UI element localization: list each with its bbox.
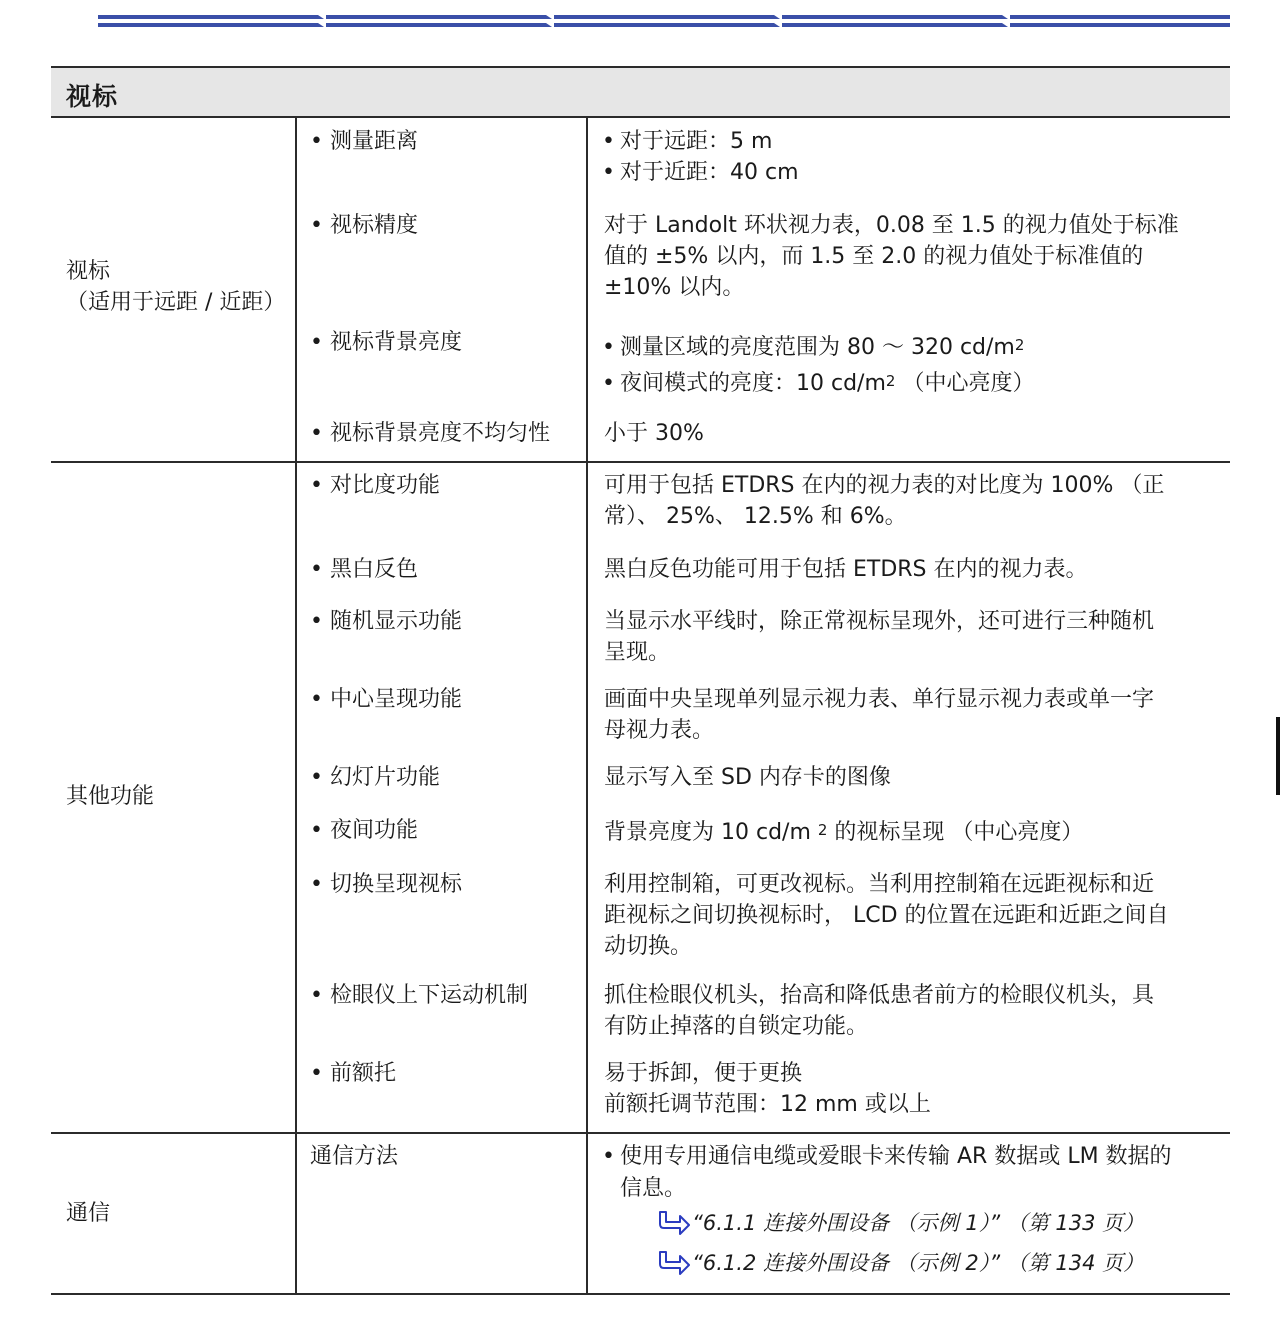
desc-random-display: 当显示水平线时，除正常视标呈现外，还可进行三种随机 呈现。 [604, 609, 1155, 665]
desc-invert: 黑白反色功能可用于包括 ETDRS 在内的视力表。 [604, 557, 1088, 582]
category-label: 其他功能 [66, 784, 155, 809]
table-bottom-border [51, 1293, 1230, 1295]
column-divider [295, 118, 297, 1295]
section-title-bar [51, 66, 1230, 118]
feature-slideshow: • 幻灯片功能 [310, 762, 440, 793]
feature-switch-chart: • 切换呈现视标 [310, 869, 462, 900]
feature-background-brightness: • 视标背景亮度 [310, 327, 462, 358]
desc-slideshow: 显示写入至 SD 内存卡的图像 [604, 765, 891, 790]
header-decorative-band [98, 14, 1230, 30]
desc-night: 背景亮度为 10 cd/m $^2$ 的视标呈现 （中心亮度） [604, 820, 1084, 845]
feature-communication: 通信方法 [310, 1144, 399, 1169]
column-divider [586, 118, 588, 1295]
feature-center-presentation: • 中心呈现功能 [310, 684, 462, 715]
row-divider [51, 1132, 1230, 1134]
desc-chart-accuracy: 对于 Landolt 环状视力表，0.08 至 1.5 的视力值处于标准 值的 ±5% 以内，而 1.5 至 2.0 的视力值处于标准值的 ±10% 以内。 [604, 213, 1179, 300]
feature-contrast: • 对比度功能 [310, 470, 440, 501]
feature-ophthalmoscope-lift: • 检眼仪上下运动机制 [310, 980, 528, 1011]
desc-communication: • 使用专用通信电缆或爱眼卡来传输 AR 数据或 LM 数据的 信息。 [602, 1144, 1172, 1201]
feature-measure-distance: • 测量距离 [310, 126, 418, 157]
reference-text[interactable]: “6.1.1 连接外围设备 （示例 1）” （第 133 页） [692, 1211, 1145, 1235]
desc-switch-chart: 利用控制箱，可更改视标。当利用控制箱在远距视标和近 距视标之间切换视标时， LCD 的位置在远距和近距之间自 动切换。 [604, 872, 1169, 959]
feature-brightness-uniformity: • 视标背景亮度不均匀性 [310, 418, 550, 449]
category-label: 视标 （适用于远距 / 近距） [66, 259, 286, 315]
reference-arrow-icon [656, 1250, 690, 1276]
desc-contrast: 可用于包括 ETDRS 在内的视力表的对比度为 100% （正 常）、 25%、 12.5% 和 6%。 [604, 473, 1165, 529]
row-divider [51, 461, 1230, 463]
reference-link-1[interactable] [656, 1208, 1144, 1238]
desc-brightness-uniformity: 小于 30% [604, 421, 704, 446]
category-label: 通信 [66, 1201, 111, 1226]
reference-link-2[interactable] [656, 1248, 1144, 1278]
desc-forehead-rest: 易于拆卸，便于更换 前额托调节范围：12 mm 或以上 [604, 1061, 931, 1117]
feature-random-display: • 随机显示功能 [310, 606, 462, 637]
desc-measure-distance: • 对于远距：5 m • 对于近距：40 cm [602, 129, 799, 185]
feature-forehead-rest: • 前额托 [310, 1058, 396, 1089]
desc-center-presentation: 画面中央呈现单列显示视力表、单行显示视力表或单一字 母视力表。 [604, 687, 1155, 743]
feature-chart-accuracy: • 视标精度 [310, 210, 418, 241]
feature-night: • 夜间功能 [310, 815, 418, 846]
reference-arrow-icon [656, 1210, 690, 1236]
feature-invert: • 黑白反色 [310, 554, 418, 585]
section-title: 视标 [66, 82, 119, 111]
desc-ophthalmoscope-lift: 抓住检眼仪机头，抬高和降低患者前方的检眼仪机头，具 有防止掉落的自锁定功能。 [604, 983, 1155, 1039]
reference-text[interactable]: “6.1.2 连接外围设备 （示例 2）” （第 134 页） [692, 1251, 1145, 1275]
desc-background-brightness: • 测量区域的亮度范围为 80 ～ 320 $cd/m^2$ • 夜间模式的亮度：10 $cd/m^2$ （中心亮度） [602, 335, 1035, 396]
page-edge-tab [1276, 717, 1280, 795]
